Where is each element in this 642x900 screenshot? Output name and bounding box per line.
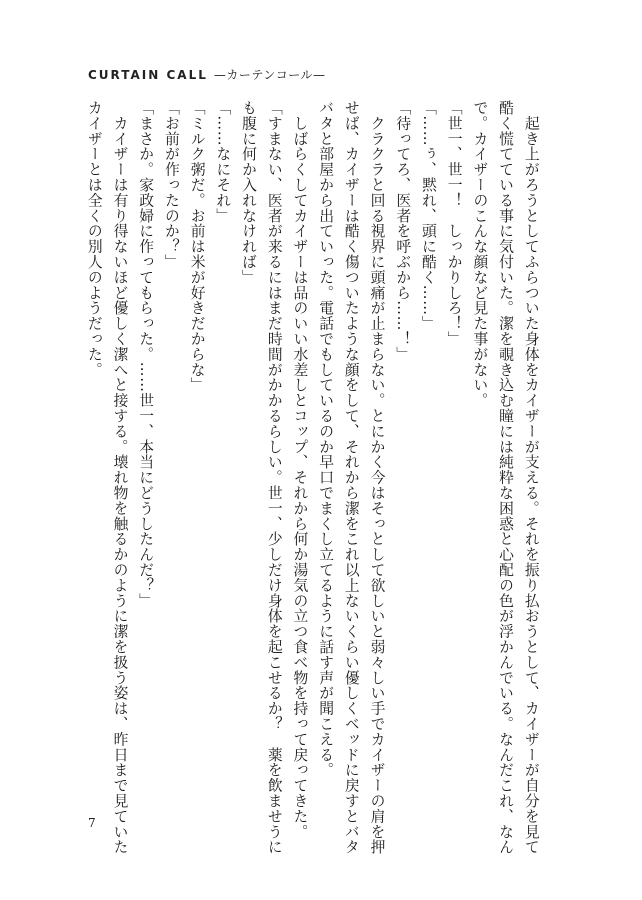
vertical-body-text (85, 100, 540, 855)
page-number: 7 (88, 816, 96, 830)
text-line: 「……なにそれ」 (214, 100, 232, 224)
text-line: 起き上がろうとしてふらついた身体をカイザーが支える。それを振り払おうとして、カイザーが自分を見て (522, 100, 540, 855)
text-line: 「……ぅ、黙れ、頭に酷く……」 (419, 100, 437, 331)
text-line: も腹に何か入れなければ」 (240, 100, 258, 285)
text-line: クラクラと回る視界に頭痛が止まらない。とにかく今はそっとして欲しいと弱々しい手でカイザーの肩を押 (368, 100, 386, 855)
running-header (88, 66, 326, 83)
text-line: 「待ってろ、医者を呼ぶから……！」 (394, 100, 412, 362)
text-line: カイザーは有り得ないほど優しく潔へと接する。壊れ物を触るかのように潔を扱う姿は、昨日まで見ていた (111, 100, 129, 855)
text-line: 「すまない、医者が来るにはまだ時間がかかるらしい。世一、少しだけ身体を起こせるか？ 薬を飲ませうに (265, 100, 283, 855)
text-line: 「まさか。家政婦に作ってもらった。……世一、本当にどうしたんだ？」 (137, 100, 155, 609)
text-line: 「ミルク粥だ。お前は米が好きだからな」 (188, 100, 206, 393)
series-title: CURTAIN CALL (88, 68, 208, 82)
text-line: 「世一、世一！ しっかりしろ！」 (445, 100, 463, 347)
text-line: で。カイザーのこんな顔など見た事がない。 (471, 100, 489, 408)
text-line: 酷く慌てている事に気付いた。潔を覗き込む瞳には純粋な困惑と心配の色が浮かんでいる。なんだこれ、なん (497, 100, 515, 855)
text-line: 「お前が作ったのか？」 (162, 100, 180, 270)
series-subtitle: —カーテンコール— (213, 68, 326, 82)
text-line: カイザーとは全くの別人のようだった。 (85, 100, 103, 378)
text-line: しばらくしてカイザーは品のいい水差しとコップ、それから何か湯気の立つ食べ物を持って戻ってきた。 (291, 100, 309, 840)
text-line: バタと部屋から出ていった。電話でもしているのか早口でまくし立てるように話す声が聞こえる。 (317, 100, 335, 778)
text-line: せば、カイザーは酷く傷ついたような顔をして、それから潔をこれ以上ないくらい優しくベッドに戻すとバタ (342, 100, 360, 855)
